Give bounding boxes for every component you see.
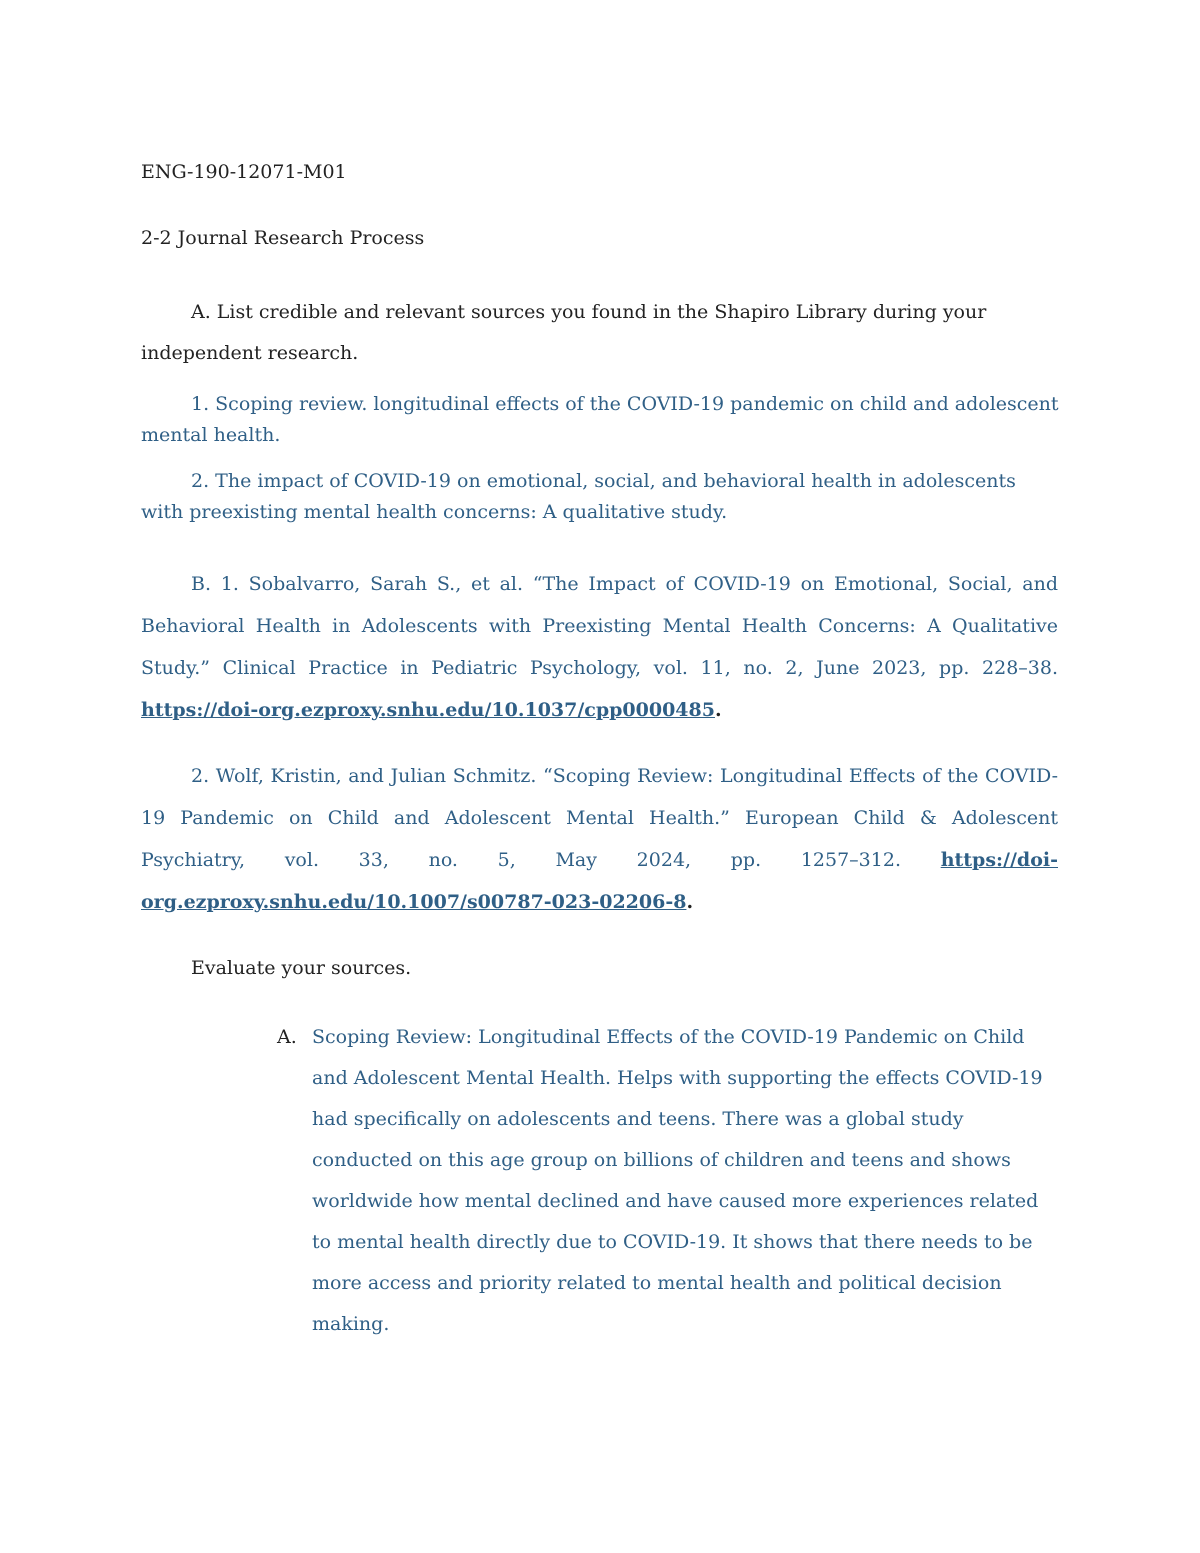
source-list-item: 1. Scoping review. longitudinal effects of the COVID-19 pandemic on child and adolescent mental health.: [141, 393, 1059, 446]
citation-1: [141, 563, 1058, 731]
source-list-item: 2. The impact of COVID-19 on emotional, social, and behavioral health in adolescents with preexisting mental health concerns: A qualitative study.: [141, 470, 1016, 523]
list-marker: A.: [277, 1026, 297, 1048]
part-a-prompt: A. List credible and relevant sources you found in the Shapiro Library during your independent research.: [141, 301, 987, 364]
evaluation-text: Scoping Review: Longitudinal Effects of the COVID-19 Pandemic on Child and Adolescent Mental Health. Helps with supporting the effects COVID-19 had specifically on adolescents and teens. There was a global study conducted on this age group on billions of children and teens and shows worldwide how mental declined and have caused more experiences related to mental health directly due to COVID-19. It shows that there needs to be more access and priority related to mental health and political decision making.: [312, 1026, 1043, 1335]
citation-text: 2. Wolf, Kristin, and Julian Schmitz. “Scoping Review: Longitudinal Effects of the COVID-19 Pandemic on Child and Adolescent Mental Health.” European Child & Adolescent Psychiatry, vol. 33, no. 5, May 2024, pp. 1257–312.: [141, 765, 1058, 871]
citation-period: .: [686, 891, 694, 913]
course-code: ENG-190-12071-M01: [141, 161, 347, 183]
citation-link[interactable]: https://doi-org.ezproxy.snhu.edu/10.1007/s00787-023-02206-8: [141, 849, 1058, 913]
citation-2: [141, 755, 1058, 923]
evaluate-heading: Evaluate your sources.: [191, 957, 412, 979]
citation-period: .: [714, 699, 722, 721]
assignment-title: 2-2 Journal Research Process: [141, 227, 425, 249]
citation-text: B. 1. Sobalvarro, Sarah S., et al. “The Impact of COVID-19 on Emotional, Social, and Behavioral Health in Adolescents with Preexisting Mental Health Concerns: A Qualitative Study.” Clinical Practice in Pediatric Psychology, vol. 11, no. 2, June 2023, pp. 228–38.: [141, 573, 1058, 679]
citation-link[interactable]: https://doi-org.ezproxy.snhu.edu/10.1037/cpp0000485: [141, 699, 715, 721]
